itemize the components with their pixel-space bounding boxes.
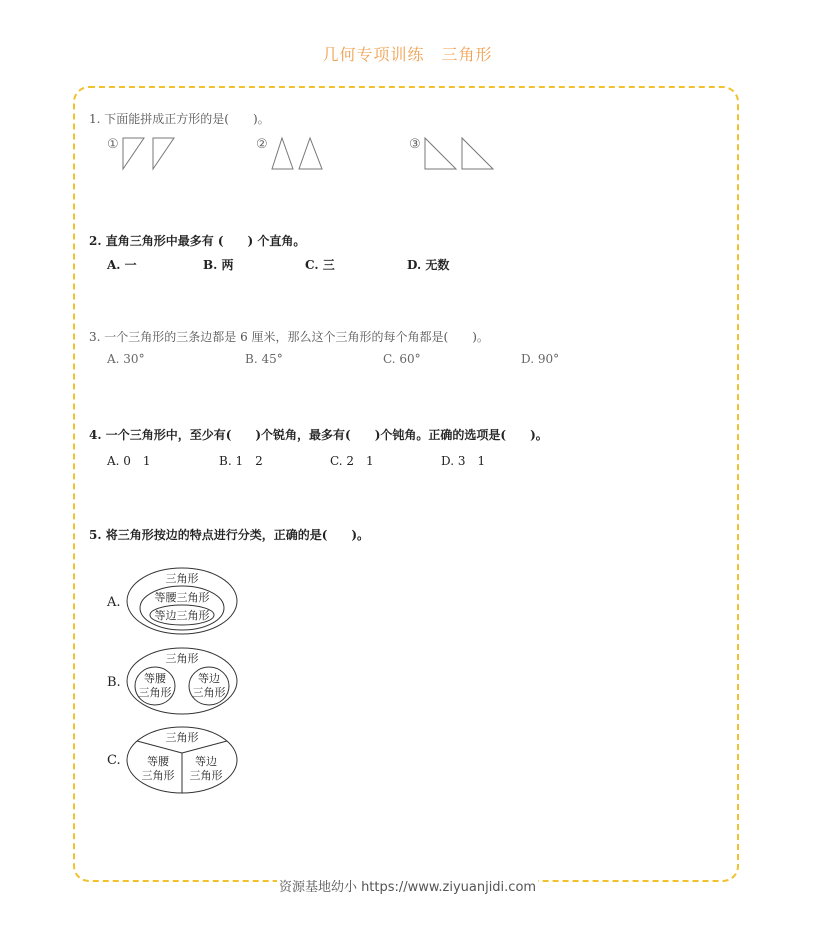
svg-text:三角形: 三角形 [165, 652, 199, 665]
svg-text:三角形: 三角形 [165, 731, 199, 744]
svg-text:等边三角形: 等边三角形 [154, 609, 210, 622]
figure-2-triangles [270, 136, 330, 172]
figure-3-label: ③ [409, 137, 421, 152]
figure-3-triangles [422, 136, 497, 172]
question-3-text: 3. 一个三角形的三条边都是 6 厘米，那么这个三角形的每个角都是( )。 [89, 330, 489, 344]
svg-text:三角形: 三角形 [141, 769, 175, 782]
svg-text:等边: 等边 [195, 755, 217, 768]
figure-2-label: ② [256, 137, 268, 152]
option-c[interactable]: C. 60° [383, 352, 421, 366]
diagram-c-label[interactable]: C. [107, 753, 121, 768]
question-1-text: 1. 下面能拼成正方形的是( )。 [89, 112, 270, 126]
question-2-text: 2. 直角三角形中最多有 ( ) 个直角。 [89, 234, 306, 248]
footer-link[interactable]: 资源基地幼小 https://www.ziyuanjidi.com [278, 880, 537, 895]
diagram-a-label[interactable]: A. [107, 595, 121, 610]
diagram-b-separate-ellipses [125, 646, 241, 716]
svg-text:等腰三角形: 等腰三角形 [154, 591, 210, 604]
option-c[interactable]: C. 2 1 [330, 454, 374, 468]
footer-watermark [0, 876, 815, 895]
option-d[interactable]: D. 90° [521, 352, 560, 366]
page-title: 几何专项训练 三角形 [322, 45, 493, 64]
svg-text:等腰: 等腰 [147, 755, 169, 768]
option-d[interactable]: D. 无数 [407, 258, 450, 272]
svg-text:等边: 等边 [198, 672, 220, 685]
option-a[interactable]: A. 0 1 [107, 454, 151, 468]
svg-text:三角形: 三角形 [165, 572, 199, 585]
figure-1-triangles [120, 136, 180, 172]
figure-1-label: ① [107, 137, 119, 152]
option-b[interactable]: B. 45° [245, 352, 283, 366]
diagram-c-partitioned-ellipse [125, 725, 241, 795]
diagram-b-label[interactable]: B. [107, 675, 121, 690]
option-d[interactable]: D. 3 1 [441, 454, 486, 468]
option-a[interactable]: A. 30° [107, 352, 145, 366]
option-c[interactable]: C. 三 [305, 258, 335, 272]
option-b[interactable]: B. 两 [203, 258, 234, 272]
svg-text:三角形: 三角形 [189, 769, 223, 782]
option-a[interactable]: A. 一 [107, 258, 137, 272]
svg-text:三角形: 三角形 [192, 686, 226, 699]
svg-text:等腰: 等腰 [144, 672, 166, 685]
diagram-a-nested-ellipses [125, 566, 241, 636]
svg-text:三角形: 三角形 [138, 686, 172, 699]
option-b[interactable]: B. 1 2 [219, 454, 263, 468]
question-5-text: 5. 将三角形按边的特点进行分类，正确的是( )。 [89, 528, 370, 542]
question-4-text: 4. 一个三角形中，至少有( )个锐角，最多有( )个钝角。正确的选项是( )。 [89, 428, 548, 442]
